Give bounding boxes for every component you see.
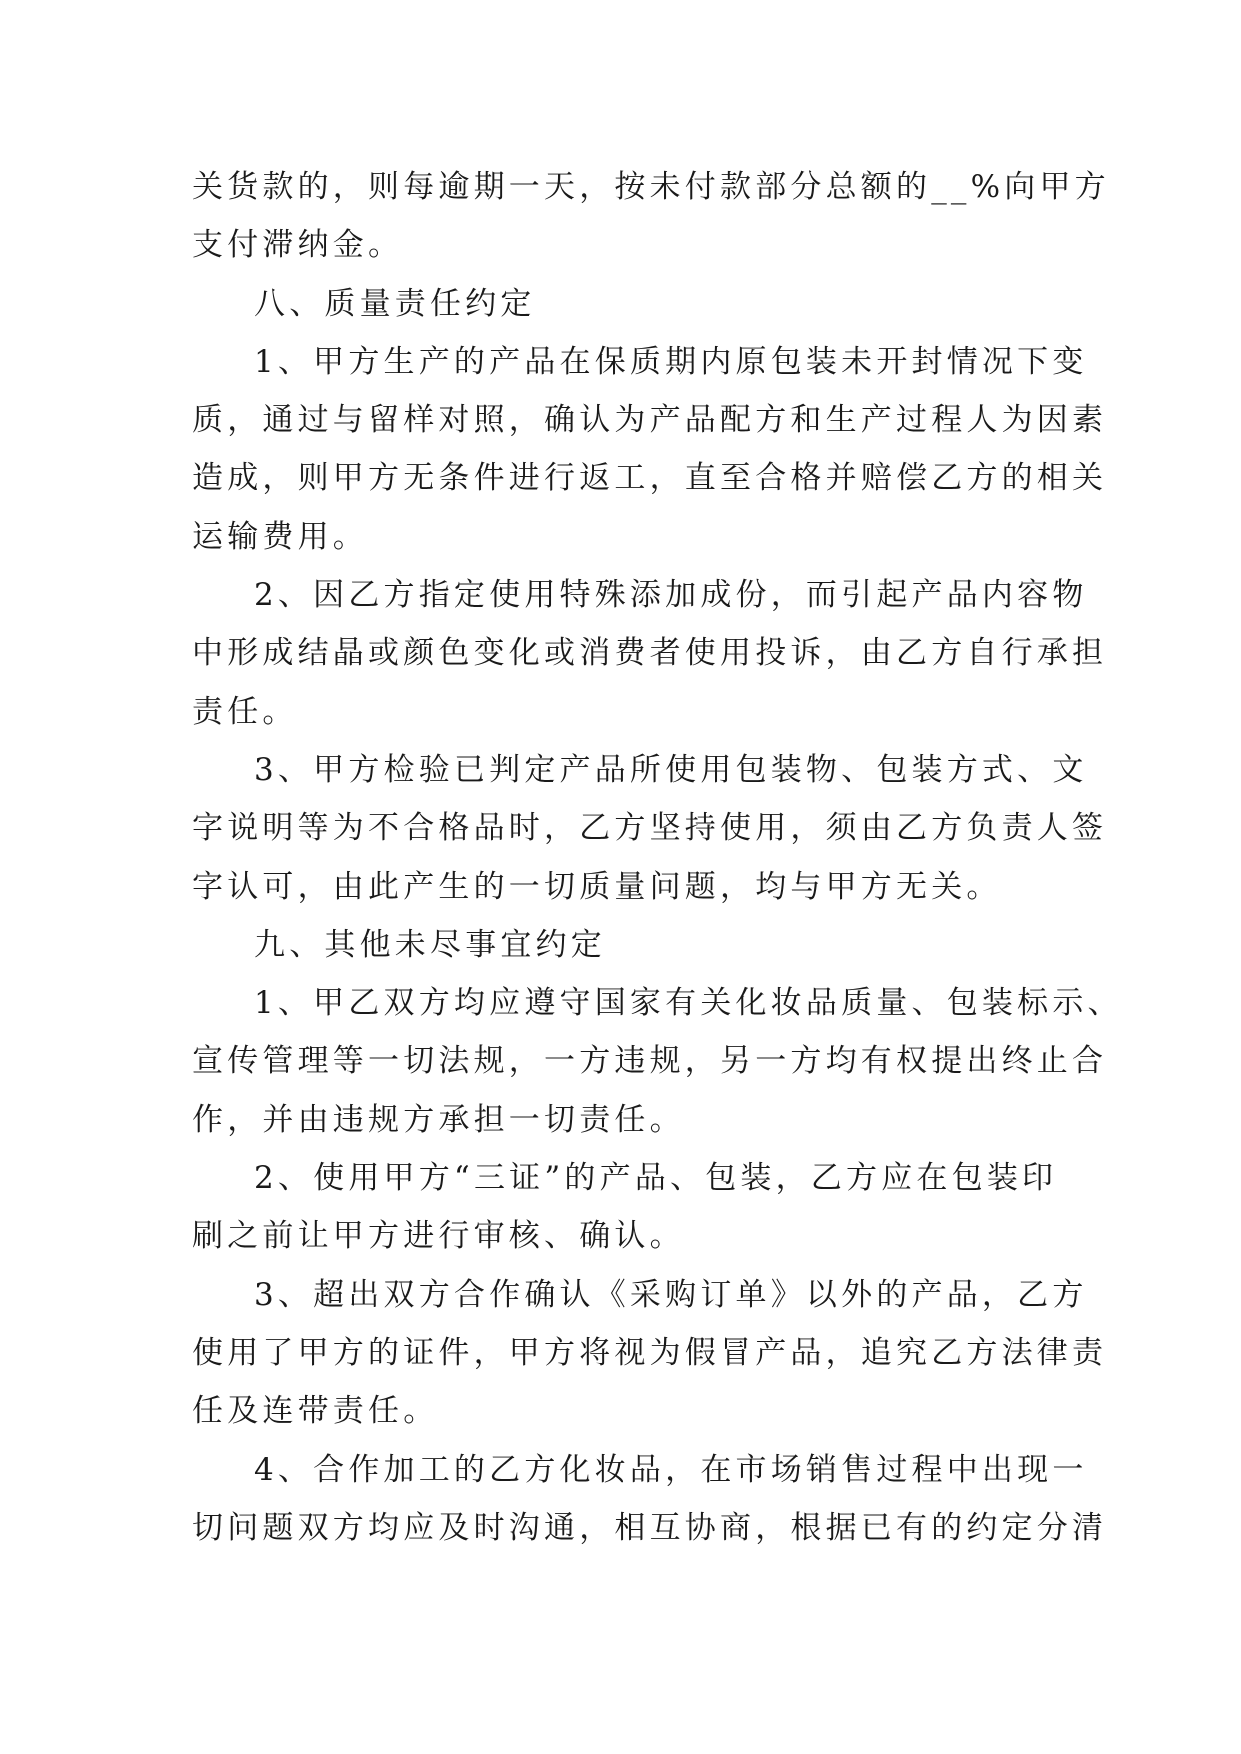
- text-line: 作，并由违规方承担一切责任。: [192, 1101, 685, 1138]
- section-heading-other: 九、其他未尽事宜约定: [254, 926, 606, 963]
- text-line: 任及连带责任。: [192, 1393, 439, 1430]
- text-line: 中形成结晶或颜色变化或消费者使用投诉，由乙方自行承担: [192, 635, 1108, 672]
- text-line: 质，通过与留样对照，确认为产品配方和生产过程人为因素: [192, 402, 1108, 439]
- text-line: 支付滞纳金。: [192, 227, 404, 264]
- text-line: 3、甲方检验已判定产品所使用包装物、包装方式、文: [254, 751, 1088, 788]
- text-line: 2、使用甲方“三证”的产品、包装，乙方应在包装印: [254, 1160, 1058, 1197]
- text-line: 关货款的，则每逾期一天，按未付款部分总额的__%向甲方: [192, 169, 1110, 205]
- text-line: 刷之前让甲方进行审核、确认。: [192, 1218, 685, 1255]
- section-heading-quality: 八、质量责任约定: [254, 285, 536, 322]
- text-line: 2、因乙方指定使用特殊添加成份，而引起产品内容物: [254, 577, 1088, 614]
- text-line: 4、合作加工的乙方化妆品，在市场销售过程中出现一: [254, 1451, 1088, 1488]
- text-line: 3、超出双方合作确认《采购订单》以外的产品，乙方: [254, 1276, 1088, 1313]
- text-line: 宣传管理等一切法规，一方违规，另一方均有权提出终止合: [192, 1043, 1108, 1080]
- contract-text: [192, 158, 1123, 1557]
- text-line: 字认可，由此产生的一切质量问题，均与甲方无关。: [192, 868, 1002, 905]
- text-line: 字说明等为不合格品时，乙方坚持使用，须由乙方负责人签: [192, 810, 1108, 847]
- text-line: 切问题双方均应及时沟通，相互协商，根据已有的约定分清: [192, 1509, 1108, 1546]
- text-line: 使用了甲方的证件，甲方将视为假冒产品，追究乙方法律责: [192, 1334, 1108, 1371]
- text-line: 造成，则甲方无条件进行返工，直至合格并赔偿乙方的相关: [192, 460, 1108, 497]
- text-line: 责任。: [192, 693, 298, 730]
- text-line: 1、甲方生产的产品在保质期内原包装未开封情况下变: [254, 343, 1088, 380]
- text-line: 运输费用。: [192, 518, 368, 555]
- text-line: 1、甲乙双方均应遵守国家有关化妆品质量、包装标示、: [254, 985, 1123, 1022]
